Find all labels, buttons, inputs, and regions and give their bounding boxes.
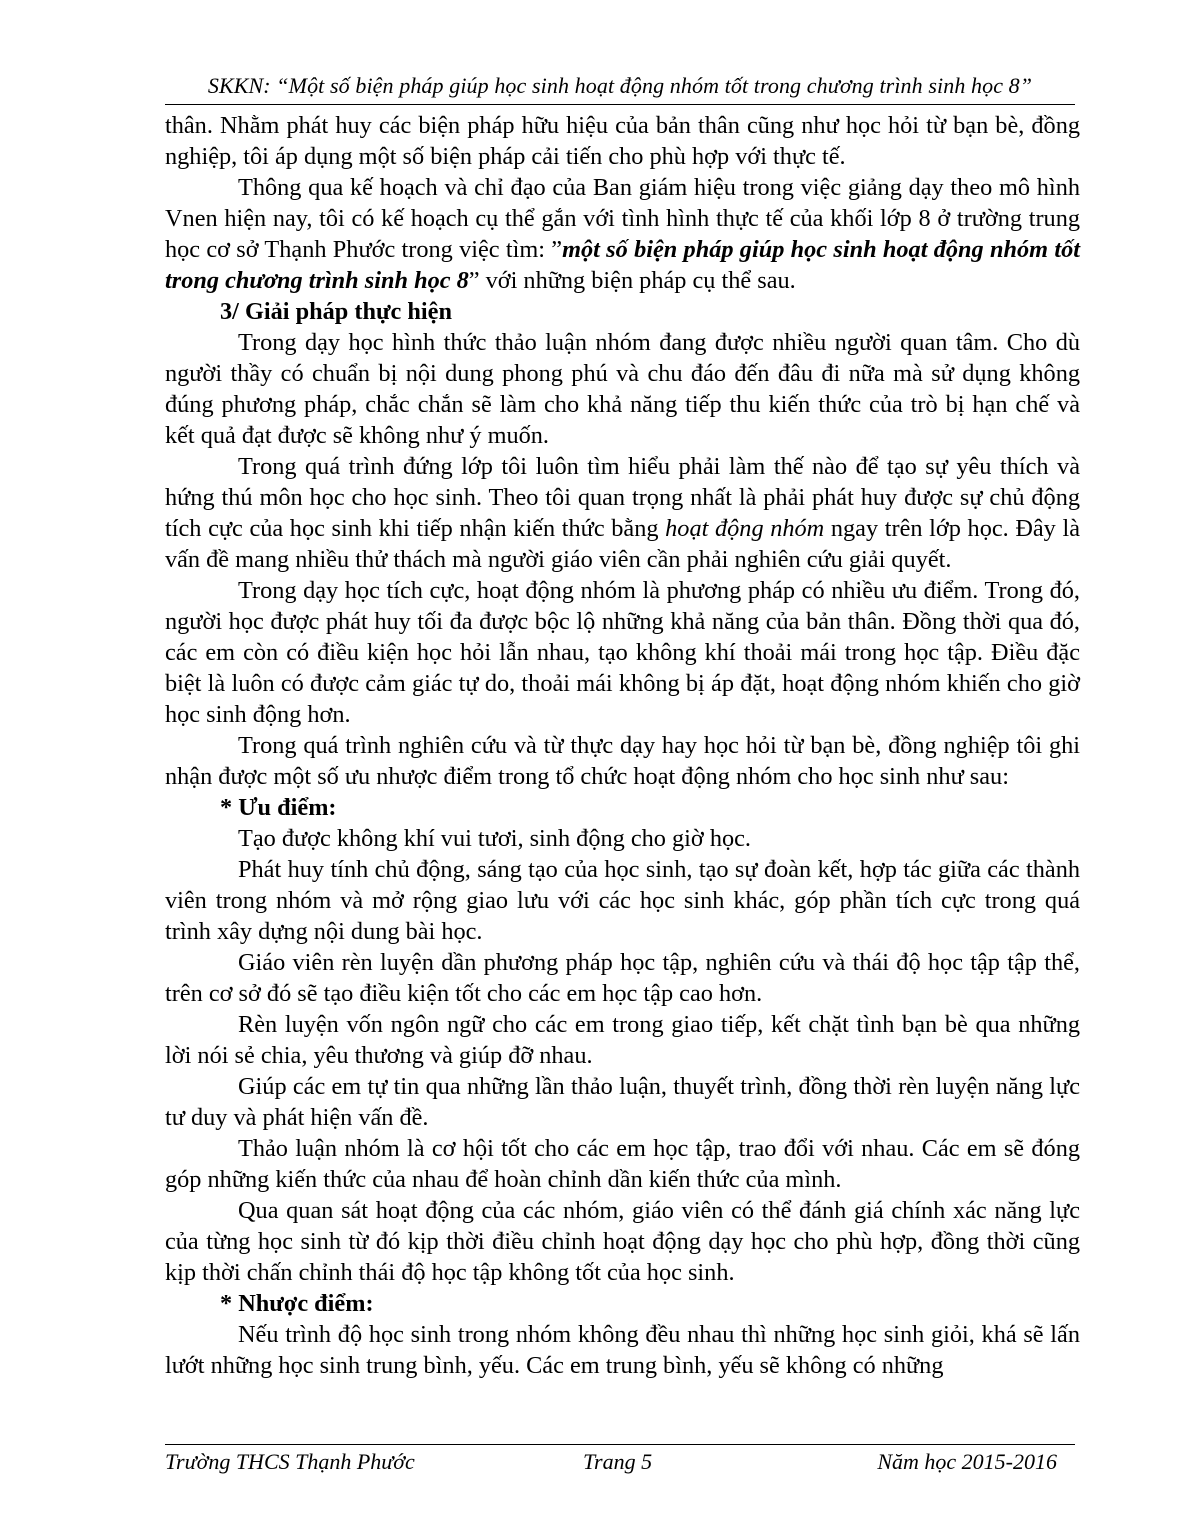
paragraph bbox=[165, 451, 1080, 575]
section-heading: 3/ Giải pháp thực hiện bbox=[220, 298, 452, 325]
footer-page-number: Trang 5 bbox=[583, 1449, 653, 1474]
document-body bbox=[165, 110, 1080, 1381]
list-item: Giúp các em tự tin qua những lần thảo luận, thuyết trình, đồng thời rèn luyện năng lực tư duy và phát hiện vấn đề. bbox=[165, 1073, 1080, 1131]
paragraph: thân. Nhằm phát huy các biện pháp hữu hiệu của bản thân cũng như học hỏi từ bạn bè, đồng nghiệp, tôi áp dụng một số biện pháp cải tiến cho phù hợp với thực tế. bbox=[165, 112, 1080, 170]
text-run: ngay trên lớp học. Đây là vấn đề mang nhiều thử thách mà người giáo viên cần phải nghiên cứu giải quyết. bbox=[165, 515, 1080, 573]
paragraph: Trong dạy học tích cực, hoạt động nhóm là phương pháp có nhiều ưu điểm. Trong đó, người học được phát huy tối đa được bộc lộ những khả năng của bản thân. Đồng thời qua đó, các em còn có điều kiện học hỏi lẫn nhau, tạo không khí thoải mái trong học tập. Điều đặc biệt là luôn có được cảm giác tự do, thoải mái không bị áp đặt, hoạt động nhóm khiến cho giờ học sinh động hơn. bbox=[165, 577, 1080, 728]
text-run: Trong quá trình đứng lớp tôi luôn tìm hiểu phải làm thế nào để tạo sự yêu thích và hứng thú môn học cho học sinh. Theo tôi quan trọng nhất là phải phát huy được sự chủ động tích cực của học sinh khi tiếp nhận kiến thức bằng bbox=[165, 453, 1080, 542]
list-item: Nếu trình độ học sinh trong nhóm không đều nhau thì những học sinh giỏi, khá sẽ lấn lướt những học sinh trung bình, yếu. Các em trung bình, yếu sẽ không có những bbox=[165, 1321, 1080, 1379]
list-item: Giáo viên rèn luyện dần phương pháp học tập, nghiên cứu và thái độ học tập tập thể, trên cơ sở đó sẽ tạo điều kiện tốt cho các em học tập cao hơn. bbox=[165, 949, 1080, 1007]
page-header bbox=[165, 70, 1075, 105]
paragraph: Trong dạy học hình thức thảo luận nhóm đang được nhiều người quan tâm. Cho dù người thầy có chuẩn bị nội dung phong phú và chu đáo đến đâu đi nữa mà sử dụng không đúng phương pháp, chắc chắn sẽ làm cho khả năng tiếp thu kiến thức của trò bị hạn chế và kết quả đạt được sẽ không như ý muốn. bbox=[165, 329, 1080, 449]
header-title: SKKN: “Một số biện pháp giúp học sinh hoạt động nhóm tốt trong chương trình sinh học 8” bbox=[207, 73, 1033, 98]
paragraph bbox=[165, 172, 1080, 296]
disadvantages-heading: * Nhược điểm: bbox=[220, 1290, 374, 1317]
list-item: Thảo luận nhóm là cơ hội tốt cho các em học tập, trao đổi với nhau. Các em sẽ đóng góp những kiến thức của nhau để hoàn chỉnh dần kiến thức của mình. bbox=[165, 1135, 1080, 1193]
footer-school-year: Năm học 2015-2016 bbox=[877, 1449, 1057, 1474]
page-footer bbox=[165, 1444, 1075, 1485]
list-item: Qua quan sát hoạt động của các nhóm, giáo viên có thể đánh giá chính xác năng lực của từng học sinh từ đó kịp thời điều chỉnh hoạt động dạy học cho phù hợp, đồng thời cũng kịp thời chấn chỉnh thái độ học tập không tốt của học sinh. bbox=[165, 1197, 1080, 1286]
list-item: Tạo được không khí vui tươi, sinh động cho giờ học. bbox=[238, 825, 751, 852]
text-run: Thông qua kế hoạch và chỉ đạo của Ban giám hiệu trong việc giảng dạy theo mô hình Vnen hiện nay, tôi có kế hoạch cụ thể gắn với tình hình thực tế của khối lớp 8 ở trường trung học cơ sở Thạnh Phước trong việc tìm: ” bbox=[165, 174, 1080, 263]
emphasized-title: một số biện pháp giúp học sinh hoạt động nhóm tốt trong chương trình sinh học 8 bbox=[165, 236, 1080, 294]
footer-school: Trường THCS Thạnh Phước bbox=[165, 1449, 415, 1474]
list-item: Rèn luyện vốn ngôn ngữ cho các em trong giao tiếp, kết chặt tình bạn bè qua những lời nói sẻ chia, yêu thương và giúp đỡ nhau. bbox=[165, 1011, 1080, 1069]
list-item: Phát huy tính chủ động, sáng tạo của học sinh, tạo sự đoàn kết, hợp tác giữa các thành viên trong nhóm và mở rộng giao lưu với các học sinh khác, góp phần tích cực trong quá trình xây dựng nội dung bài học. bbox=[165, 856, 1080, 945]
advantages-heading: * Ưu điểm: bbox=[220, 794, 337, 821]
paragraph: Trong quá trình nghiên cứu và từ thực dạy hay học hỏi từ bạn bè, đồng nghiệp tôi ghi nhận được một số ưu nhược điểm trong tổ chức hoạt động nhóm cho học sinh như sau: bbox=[165, 732, 1080, 790]
italic-term: hoạt động nhóm bbox=[665, 515, 825, 542]
text-run: ” với những biện pháp cụ thể sau. bbox=[468, 267, 796, 294]
